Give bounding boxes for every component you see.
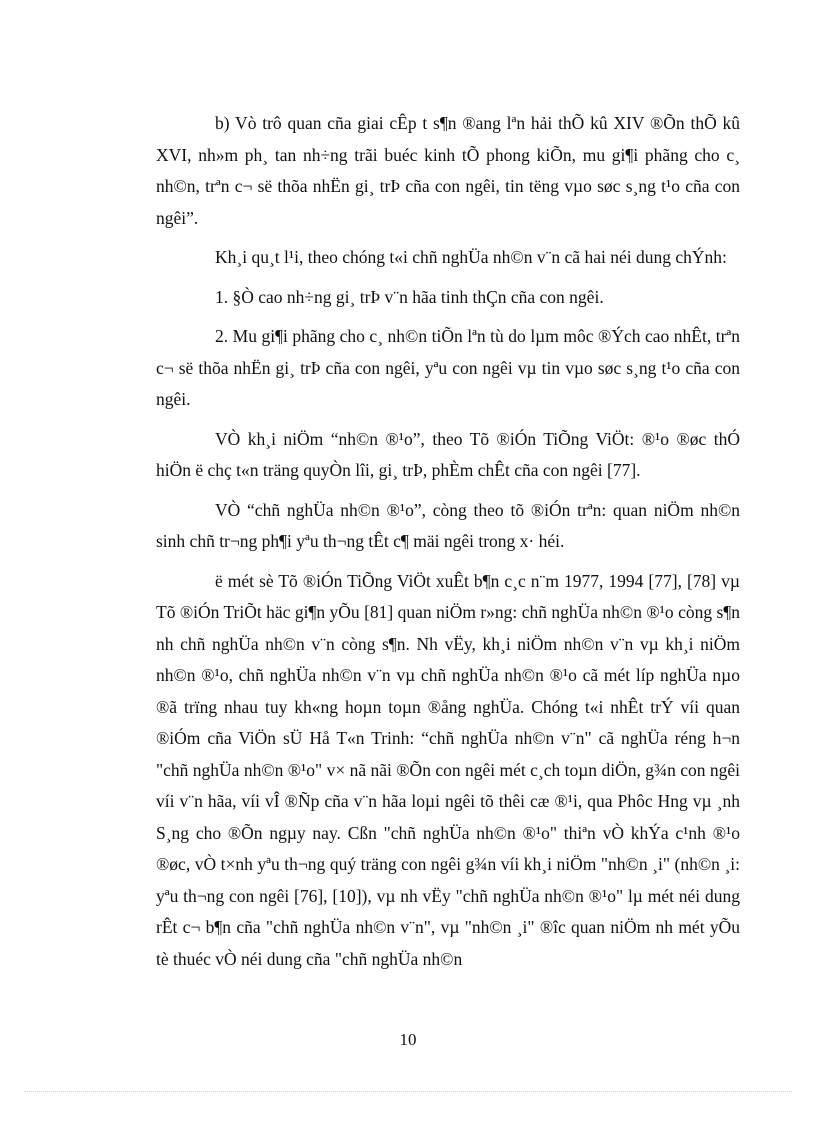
paragraph-nhan-dao-concept: VÒ kh¸i niÖm “nh©n ®¹o”, theo Tõ ®iÓn TiÕng ViÖt: ®¹o ®øc thÓ hiÖn ë chç t«n träng quyÒn lîi, gi¸ trÞ, phÈm chÊt cña con ngêi [77].	[156, 428, 740, 480]
paragraph-point-1: 1. §Ò cao nh÷ng gi¸ trÞ v¨n hãa tinh thÇn cña con ngêi.	[215, 286, 604, 307]
page-number: 10	[399, 1030, 417, 1049]
body-text	[156, 108, 740, 983]
paragraph-nhan-dao-doctrine: VÒ “chñ nghÜa nh©n ®¹o”, còng theo tõ ®iÓn trªn: quan niÖm nh©n sinh chñ tr¬ng ph¶i yªu th¬ng tÊt c¶ mäi ngêi trong x· héi.	[156, 499, 740, 551]
paragraph-point-2: 2. Mu gi¶i phãng cho c¸ nh©n tiÕn lªn tù do lµm môc ®Ých cao nhÊt, trªn c¬ së thõa nhËn gi¸ trÞ cña con ngêi, yªu con ngêi vµ tin vµo søc s¸ng t¹o cña con ngêi.	[156, 326, 740, 409]
page-bottom-divider	[24, 1091, 792, 1092]
paragraph-summary-intro: Kh¸i qu¸t l¹i, theo chóng t«i chñ nghÜa nh©n v¨n cã hai néi dung chÝnh:	[215, 247, 727, 267]
paragraph-worldview: b) Vò trô quan cña giai cÊp t s¶n ®ang lªn hải thÕ kû XIV ®Õn thÕ kû XVI, nh»m ph¸ tan nh÷ng trãi buéc kinh tÕ phong kiÕn, mu gi¶i phãng cho c¸ nh©n, trªn c¬ së thõa nhËn gi¸ trÞ cña con ngêi, tin tëng vµo søc s¸ng t¹o cña con ngêi”.	[156, 113, 740, 228]
paragraph-dictionaries: ë mét sè Tõ ®iÓn TiÕng ViÖt xuÊt b¶n c¸c n¨m 1977, 1994 [77], [78] vµ Tõ ®iÓn TriÕt häc gi¶n yÕu [81] quan niÖm r»ng: chñ nghÜa nh©n ®¹o còng s¶n nh chñ nghÜa nh©n v¨n còng s¶n. Nh vËy, kh¸i niÖm nh©n v¨n vµ kh¸i niÖm nh©n ®¹o, chñ nghÜa nh©n v¨n vµ chñ nghÜa nh©n ®¹o cã mét líp nghÜa nµo ®ã trïng nhau tuy kh«ng hoµn toµn ®ång nghÜa. Chóng t«i nhÊt trÝ víi quan ®iÓm cña ViÖn sÜ Hå T«n Trinh: “chñ nghÜa nh©n v¨n" cã nghÜa réng h¬n "chñ nghÜa nh©n ®¹o" v× nã nãi ®Õn con ngêi mét c¸ch toµn diÖn, g¾n con ngêi víi v¨n hãa, víi vÎ ®Ñp cña v¨n hãa loµi ngêi tõ thêi cæ ®¹i, qua Phôc Hng vµ ¸nh S¸ng cho ®Õn ngµy nay. Cßn "chñ nghÜa nh©n ®¹o" thiªn vÒ khÝa c¹nh ®¹o ®øc, vÒ t×nh yªu th¬ng quý träng con ngêi g¾n víi kh¸i niÖm "nh©n ¸i" (nh©n ¸i: yªu th¬ng con ngêi [76], [10]), vµ nh vËy "chñ nghÜa nh©n ®¹o" lµ mét néi dung rÊt c¬ b¶n cña "chñ nghÜa nh©n v¨n", vµ "nh©n ¸i" ®îc quan niÖm nh mét yÕu tè thuéc vÒ néi dung cña "chñ nghÜa nh©n	[156, 570, 740, 969]
